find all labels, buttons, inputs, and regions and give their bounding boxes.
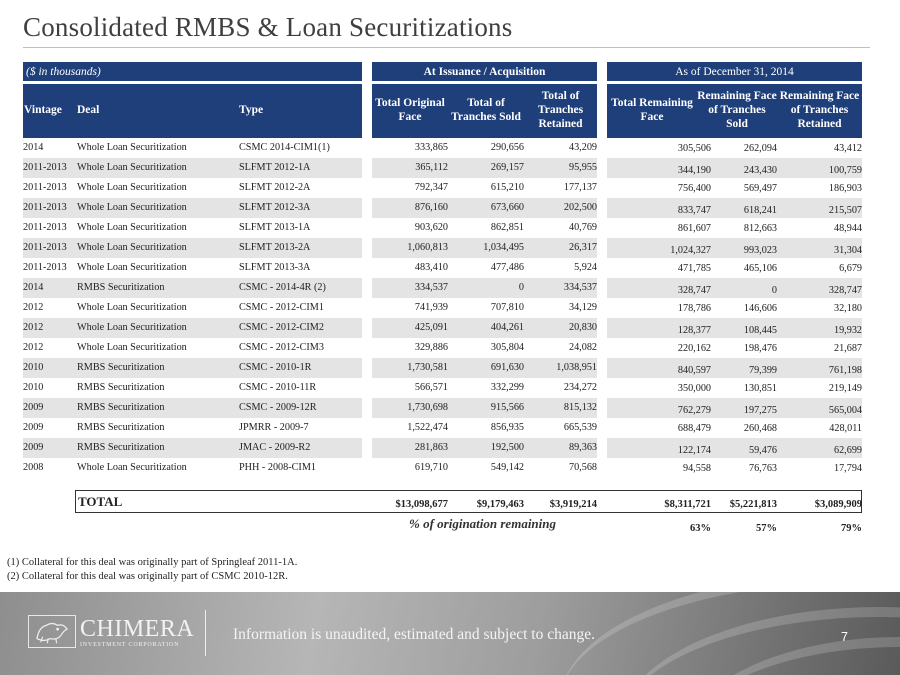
cell-tranches-sold: 549,142 <box>490 462 524 473</box>
units-label: ($ in thousands) <box>26 65 101 78</box>
cell-deal: Whole Loan Securitization <box>77 142 187 153</box>
column-header-left <box>23 84 362 138</box>
logo-name: CHIMERA <box>80 616 195 642</box>
cell-type: CSMC - 2012-CIM1 <box>239 302 324 313</box>
cell-tranches-retained: 234,272 <box>563 382 597 393</box>
cell-type: CSMC - 2009-12R <box>239 402 317 413</box>
cell-total-original-face: 619,710 <box>414 462 448 473</box>
cell-remaining-face: 840,597 <box>677 365 711 376</box>
cell-tranches-sold: 707,810 <box>490 302 524 313</box>
cell-type: CSMC - 2012-CIM2 <box>239 322 324 333</box>
table-row <box>23 338 862 358</box>
cell-remaining-retained: 565,004 <box>828 405 862 416</box>
cell-remaining-sold: 76,763 <box>748 463 777 474</box>
cell-vintage: 2011-2013 <box>23 162 67 173</box>
cell-remaining-face: 861,607 <box>677 223 711 234</box>
total-tranches-retained: $3,919,214 <box>549 499 597 510</box>
cell-remaining-sold: 197,275 <box>743 405 777 416</box>
table-row <box>23 358 862 378</box>
cell-tranches-retained: 34,129 <box>568 302 597 313</box>
cell-remaining-sold: 812,663 <box>743 223 777 234</box>
origination-remaining-label: % of origination remaining <box>409 516 556 531</box>
cell-remaining-face: 833,747 <box>677 205 711 216</box>
cell-remaining-retained: 100,759 <box>828 165 862 176</box>
cell-type: CSMC - 2014-4R (2) <box>239 282 326 293</box>
cell-deal: RMBS Securitization <box>77 402 165 413</box>
cell-total-original-face: 1,060,813 <box>407 242 448 253</box>
table-row <box>23 258 862 278</box>
cell-remaining-sold: 198,476 <box>743 343 777 354</box>
column-header-tranches-sold: Total of Tranches Sold <box>451 97 521 123</box>
cell-remaining-sold: 243,430 <box>743 165 777 176</box>
cell-vintage: 2009 <box>23 422 44 433</box>
cell-tranches-sold: 192,500 <box>490 442 524 453</box>
cell-remaining-sold: 262,094 <box>743 143 777 154</box>
cell-remaining-sold: 0 <box>771 285 777 296</box>
current-group-header <box>607 62 862 81</box>
cell-remaining-sold: 260,468 <box>743 423 777 434</box>
cell-type: CSMC - 2012-CIM3 <box>239 342 324 353</box>
cell-vintage: 2010 <box>23 382 44 393</box>
table-row <box>23 238 862 258</box>
total-remaining-face: $8,311,721 <box>664 499 711 510</box>
cell-remaining-sold: 465,106 <box>743 263 777 274</box>
cell-remaining-face: 471,785 <box>677 263 711 274</box>
cell-type: CSMC 2014-CIM1(1) <box>239 142 330 153</box>
cell-vintage: 2012 <box>23 342 44 353</box>
cell-remaining-face: 756,400 <box>677 183 711 194</box>
cell-total-original-face: 334,537 <box>414 282 448 293</box>
cell-type: PHH - 2008-CIM1 <box>239 462 316 473</box>
pct-remaining-sold: 57% <box>756 523 777 534</box>
cell-remaining-sold: 79,399 <box>748 365 777 376</box>
table-row <box>23 198 862 218</box>
cell-deal: Whole Loan Securitization <box>77 222 187 233</box>
cell-type: CSMC - 2010-11R <box>239 382 317 393</box>
cell-remaining-sold: 569,497 <box>743 183 777 194</box>
cell-remaining-face: 328,747 <box>677 285 711 296</box>
total-remaining-retained: $3,089,909 <box>814 499 862 510</box>
cell-tranches-sold: 0 <box>518 282 524 293</box>
cell-total-original-face: 792,347 <box>414 182 448 193</box>
table-row <box>23 378 862 398</box>
footnote-2: (2) Collateral for this deal was originally part of CSMC 2010-12R. <box>7 571 288 582</box>
cell-total-original-face: 483,410 <box>414 262 448 273</box>
cell-remaining-retained: 761,198 <box>828 365 862 376</box>
cell-deal: RMBS Securitization <box>77 422 165 433</box>
page-title: Consolidated RMBS & Loan Securitizations <box>23 12 513 42</box>
cell-deal: RMBS Securitization <box>77 282 165 293</box>
cell-type: JPMRR - 2009-7 <box>239 422 309 433</box>
cell-tranches-retained: 334,537 <box>563 282 597 293</box>
disclaimer-text: Information is unaudited, estimated and subject to change. <box>233 626 595 643</box>
column-header-type: Type <box>239 104 264 117</box>
cell-tranches-sold: 691,630 <box>490 362 524 373</box>
cell-remaining-face: 128,377 <box>677 325 711 336</box>
table-row <box>23 278 862 298</box>
column-header-current <box>607 84 862 138</box>
cell-remaining-retained: 328,747 <box>828 285 862 296</box>
cell-vintage: 2011-2013 <box>23 262 67 273</box>
cell-vintage: 2009 <box>23 402 44 413</box>
total-tranches-sold: $9,179,463 <box>476 499 524 510</box>
cell-tranches-retained: 43,209 <box>568 142 597 153</box>
cell-remaining-face: 1,024,327 <box>670 245 711 256</box>
cell-vintage: 2011-2013 <box>23 222 67 233</box>
cell-total-original-face: 1,522,474 <box>407 422 448 433</box>
cell-deal: RMBS Securitization <box>77 362 165 373</box>
table-row <box>23 318 862 338</box>
cell-vintage: 2008 <box>23 462 44 473</box>
cell-deal: Whole Loan Securitization <box>77 342 187 353</box>
cell-remaining-sold: 146,606 <box>743 303 777 314</box>
cell-remaining-retained: 215,507 <box>828 205 862 216</box>
cell-tranches-retained: 26,317 <box>568 242 597 253</box>
cell-remaining-retained: 17,794 <box>833 463 862 474</box>
cell-deal: Whole Loan Securitization <box>77 322 187 333</box>
column-header-remaining-face: Total Remaining Face <box>611 97 693 123</box>
title-divider <box>23 47 870 48</box>
cell-tranches-retained: 24,082 <box>568 342 597 353</box>
cell-total-original-face: 365,112 <box>415 162 448 173</box>
column-header-deal: Deal <box>77 104 100 117</box>
table-row <box>23 458 862 478</box>
column-header-remaining-retained: Remaining Face of Tranches Retained <box>779 90 860 130</box>
cell-remaining-sold: 618,241 <box>743 205 777 216</box>
cell-vintage: 2012 <box>23 302 44 313</box>
cell-remaining-face: 344,190 <box>677 165 711 176</box>
pct-remaining-retained: 79% <box>841 523 862 534</box>
units-header <box>23 62 362 81</box>
cell-tranches-retained: 89,363 <box>568 442 597 453</box>
cell-tranches-sold: 615,210 <box>490 182 524 193</box>
cell-tranches-retained: 202,500 <box>563 202 597 213</box>
cell-tranches-sold: 1,034,495 <box>483 242 524 253</box>
cell-total-original-face: 1,730,581 <box>407 362 448 373</box>
cell-tranches-sold: 305,804 <box>490 342 524 353</box>
cell-deal: Whole Loan Securitization <box>77 462 187 473</box>
cell-remaining-retained: 186,903 <box>828 183 862 194</box>
column-header-tranches-retained: Total of Tranches Retained <box>537 90 584 130</box>
total-original-face: $13,098,677 <box>395 499 448 510</box>
cell-total-original-face: 329,886 <box>414 342 448 353</box>
cell-remaining-retained: 31,304 <box>833 245 862 256</box>
cell-vintage: 2012 <box>23 322 44 333</box>
cell-vintage: 2009 <box>23 442 44 453</box>
cell-vintage: 2011-2013 <box>23 242 67 253</box>
table-row <box>23 418 862 438</box>
column-header-remaining-sold: Remaining Face of Tranches Sold <box>697 90 777 130</box>
cell-remaining-face: 220,162 <box>677 343 711 354</box>
cell-tranches-retained: 177,137 <box>563 182 597 193</box>
cell-remaining-retained: 19,932 <box>833 325 862 336</box>
cell-type: JMAC - 2009-R2 <box>239 442 311 453</box>
cell-remaining-sold: 59,476 <box>748 445 777 456</box>
cell-tranches-retained: 70,568 <box>568 462 597 473</box>
footer-banner <box>0 592 900 675</box>
cell-type: SLFMT 2013-2A <box>239 242 311 253</box>
cell-remaining-face: 178,786 <box>677 303 711 314</box>
cell-remaining-retained: 62,699 <box>833 445 862 456</box>
cell-tranches-sold: 856,935 <box>490 422 524 433</box>
cell-remaining-sold: 130,851 <box>743 383 777 394</box>
page-number: 7 <box>841 630 848 644</box>
total-remaining-sold: $5,221,813 <box>729 499 777 510</box>
cell-total-original-face: 903,620 <box>414 222 448 233</box>
cell-remaining-retained: 48,944 <box>833 223 862 234</box>
cell-tranches-sold: 673,660 <box>490 202 524 213</box>
cell-remaining-face: 305,506 <box>677 143 711 154</box>
cell-tranches-retained: 5,924 <box>574 262 597 273</box>
total-label: TOTAL <box>78 494 123 509</box>
cell-vintage: 2011-2013 <box>23 202 67 213</box>
cell-remaining-retained: 6,679 <box>839 263 862 274</box>
table-row <box>23 398 862 418</box>
cell-deal: RMBS Securitization <box>77 442 165 453</box>
cell-vintage: 2014 <box>23 142 44 153</box>
cell-tranches-retained: 815,132 <box>563 402 597 413</box>
cell-remaining-sold: 993,023 <box>743 245 777 256</box>
column-header-vintage: Vintage <box>24 104 62 117</box>
cell-total-original-face: 1,730,698 <box>407 402 448 413</box>
cell-remaining-face: 688,479 <box>677 423 711 434</box>
cell-tranches-retained: 20,830 <box>568 322 597 333</box>
cell-remaining-retained: 43,412 <box>833 143 862 154</box>
footer-divider <box>205 610 206 656</box>
table-row <box>23 178 862 198</box>
cell-deal: Whole Loan Securitization <box>77 162 187 173</box>
table-row <box>23 158 862 178</box>
cell-remaining-retained: 219,149 <box>828 383 862 394</box>
column-header-total-original-face: Total Original Face <box>375 97 445 123</box>
cell-deal: Whole Loan Securitization <box>77 262 187 273</box>
column-header-issuance <box>372 84 597 138</box>
cell-type: CSMC - 2010-1R <box>239 362 312 373</box>
cell-total-original-face: 876,160 <box>414 202 448 213</box>
cell-tranches-retained: 95,955 <box>568 162 597 173</box>
cell-tranches-retained: 40,769 <box>568 222 597 233</box>
cell-total-original-face: 741,939 <box>414 302 448 313</box>
table-row <box>23 138 862 158</box>
cell-type: SLFMT 2012-2A <box>239 182 311 193</box>
cell-tranches-sold: 269,157 <box>490 162 524 173</box>
cell-remaining-face: 122,174 <box>677 445 711 456</box>
logo-subtitle: INVESTMENT CORPORATION <box>80 642 180 648</box>
issuance-group-label: At Issuance / Acquisition <box>423 65 546 78</box>
cell-deal: Whole Loan Securitization <box>77 242 187 253</box>
cell-tranches-sold: 290,656 <box>490 142 524 153</box>
cell-total-original-face: 333,865 <box>414 142 448 153</box>
cell-remaining-face: 762,279 <box>677 405 711 416</box>
pct-remaining-face: 63% <box>690 523 711 534</box>
table-row <box>23 298 862 318</box>
cell-type: SLFMT 2013-1A <box>239 222 311 233</box>
cell-deal: RMBS Securitization <box>77 382 165 393</box>
cell-deal: Whole Loan Securitization <box>77 302 187 313</box>
cell-vintage: 2011-2013 <box>23 182 67 193</box>
cell-tranches-sold: 862,851 <box>490 222 524 233</box>
cell-remaining-retained: 21,687 <box>833 343 862 354</box>
cell-tranches-retained: 665,539 <box>563 422 597 433</box>
cell-tranches-sold: 915,566 <box>490 402 524 413</box>
cell-deal: Whole Loan Securitization <box>77 182 187 193</box>
cell-remaining-sold: 108,445 <box>743 325 777 336</box>
footnote-1: (1) Collateral for this deal was originally part of Springleaf 2011-1A. <box>7 557 298 568</box>
cell-tranches-sold: 332,299 <box>490 382 524 393</box>
cell-tranches-retained: 1,038,951 <box>556 362 597 373</box>
cell-total-original-face: 281,863 <box>414 442 448 453</box>
cell-type: SLFMT 2012-1A <box>239 162 311 173</box>
cell-total-original-face: 566,571 <box>414 382 448 393</box>
table-row <box>23 218 862 238</box>
cell-remaining-face: 94,558 <box>682 463 711 474</box>
cell-type: SLFMT 2013-3A <box>239 262 311 273</box>
cell-tranches-sold: 404,261 <box>490 322 524 333</box>
cell-remaining-retained: 32,180 <box>833 303 862 314</box>
chimera-logo-icon <box>28 615 76 648</box>
cell-vintage: 2014 <box>23 282 44 293</box>
cell-total-original-face: 425,091 <box>414 322 448 333</box>
cell-tranches-sold: 477,486 <box>490 262 524 273</box>
current-group-label: As of December 31, 2014 <box>675 65 794 78</box>
cell-remaining-retained: 428,011 <box>829 423 862 434</box>
cell-type: SLFMT 2012-3A <box>239 202 311 213</box>
cell-remaining-face: 350,000 <box>677 383 711 394</box>
cell-deal: Whole Loan Securitization <box>77 202 187 213</box>
table-row <box>23 438 862 458</box>
cell-vintage: 2010 <box>23 362 44 373</box>
issuance-group-header <box>372 62 597 81</box>
